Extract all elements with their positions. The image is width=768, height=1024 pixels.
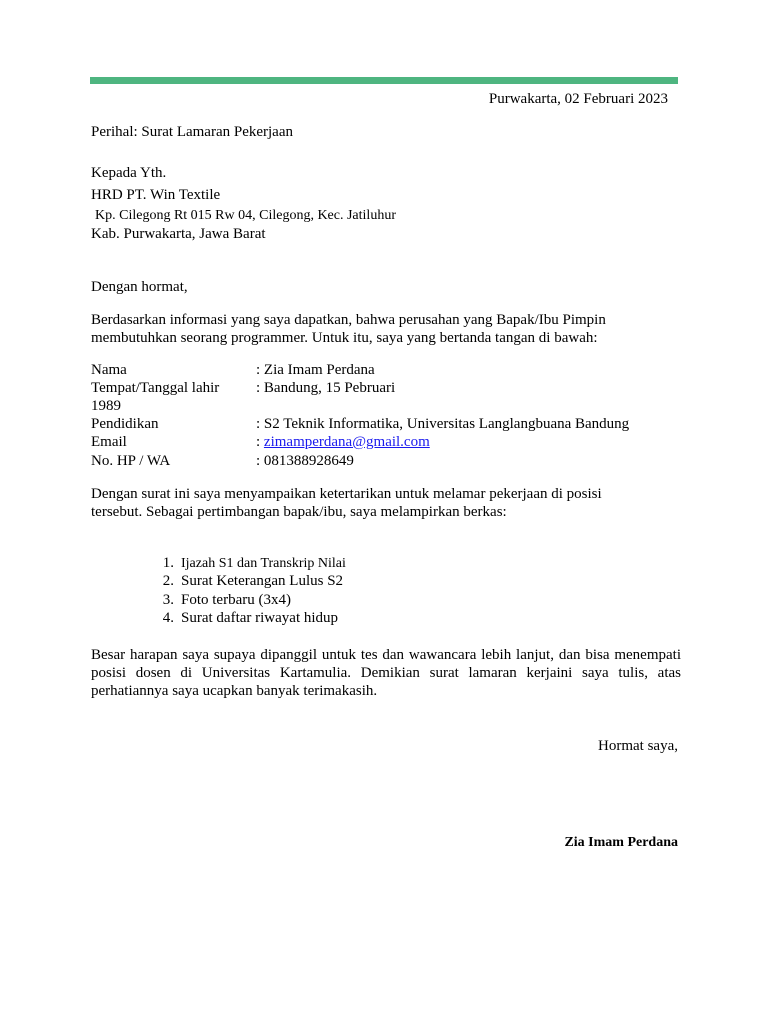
list-item-number: 2. <box>162 573 174 589</box>
detail-birth-year: 1989 <box>91 398 121 414</box>
detail-label-birth: Tempat/Tanggal lahir <box>91 380 220 396</box>
recipient-line-1: Kepada Yth. <box>91 165 167 181</box>
list-item: Surat Keterangan Lulus S2 <box>181 573 344 589</box>
interest-line-1: Dengan surat ini saya menyampaikan ketertarikan untuk melamar pekerjaan di posisi <box>91 486 602 502</box>
detail-label-name: Nama <box>91 362 127 378</box>
email-link[interactable]: zimamperdana@gmail.com <box>263 434 430 450</box>
signoff: Hormat saya, <box>598 738 678 754</box>
detail-value-phone: : 081388928649 <box>256 453 354 469</box>
list-item-number: 4. <box>162 610 174 626</box>
intro-line-2: membutuhkan seorang programmer. Untuk itu, saya yang bertanda tangan di bawah: <box>91 330 598 346</box>
detail-label-email: Email <box>91 434 127 450</box>
letter-subject: Perihal: Surat Lamaran Pekerjaan <box>91 124 294 140</box>
greeting: Dengan hormat, <box>91 279 188 295</box>
signer-name: Zia Imam Perdana <box>564 835 678 850</box>
recipient-line-2: HRD PT. Win Textile <box>91 187 221 203</box>
list-item: Foto terbaru (3x4) <box>181 592 291 608</box>
list-item: Ijazah S1 dan Transkrip Nilai <box>181 556 346 571</box>
recipient-line-4: Kab. Purwakarta, Jawa Barat <box>91 226 266 242</box>
detail-value-name: : Zia Imam Perdana <box>256 362 375 378</box>
recipient-line-3: Kp. Cilegong Rt 015 Rw 04, Cilegong, Kec. Jatiluhur <box>95 208 396 223</box>
intro-line-1: Berdasarkan informasi yang saya dapatkan, bahwa perusahan yang Bapak/Ibu Pimpin <box>91 312 606 328</box>
closing-paragraph: Besar harapan saya supaya dipanggil untuk tes dan wawancara lebih lanjut, dan bisa menempati posisi dosen di Universitas Kartamulia. Demikian surat lamaran kerjaini saya tulis, atas perhatiannya saya ucapkan banyak terimakasih. <box>91 647 681 699</box>
detail-value-email-row <box>256 434 430 451</box>
list-item-number: 1. <box>162 555 174 571</box>
email-prefix: : <box>256 434 264 450</box>
list-item: Surat daftar riwayat hidup <box>181 610 339 626</box>
letter-date: Purwakarta, 02 Februari 2023 <box>488 91 668 107</box>
list-item-number: 3. <box>162 592 174 608</box>
header-rule <box>90 77 678 84</box>
detail-value-education: : S2 Teknik Informatika, Universitas Langlangbuana Bandung <box>256 416 630 432</box>
interest-line-2: tersebut. Sebagai pertimbangan bapak/ibu, saya melampirkan berkas: <box>91 504 507 520</box>
detail-value-birth: : Bandung, 15 Pebruari <box>256 380 396 396</box>
detail-label-phone: No. HP / WA <box>91 453 171 469</box>
detail-label-education: Pendidikan <box>91 416 159 432</box>
